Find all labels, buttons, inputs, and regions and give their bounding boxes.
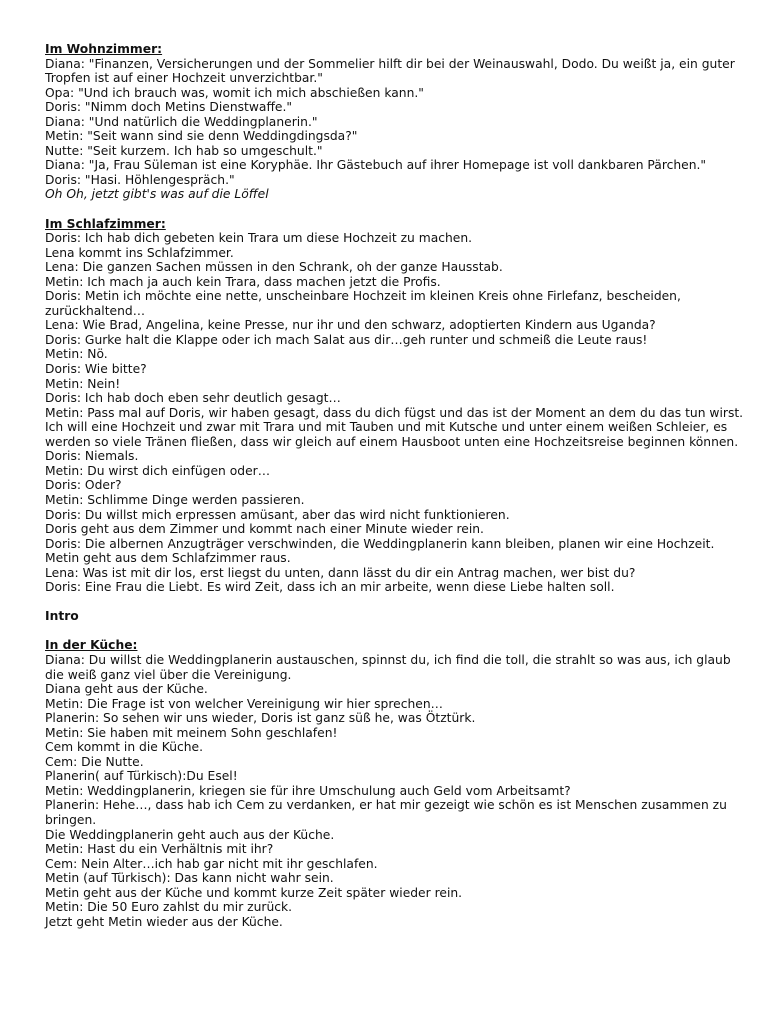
dialogue-line: Diana: "Finanzen, Versicherungen und der Sommelier hilft dir bei der Weinauswahl, Dodo. Du weißt ja, ein guter Tropfen ist auf einer Hochzeit unverzichtbar." xyxy=(45,56,735,86)
dialogue-line: Metin: Weddingplanerin, kriegen sie für ihre Umschulung auch Geld vom Arbeitsamt? xyxy=(45,783,571,798)
dialogue-line: Doris: Gurke halt die Klappe oder ich mach Salat aus dir…geh runter und schmeiß die Leute raus! xyxy=(45,332,648,347)
dialogue-line: Diana: Du willst die Weddingplanerin austauschen, spinnst du, ich find die toll, die strahlt so was aus, ich glaub die weiß ganz viel über die Vereinigung. xyxy=(45,652,731,682)
section-spacer xyxy=(45,624,745,639)
dialogue-line: Metin geht aus der Küche und kommt kurze Zeit später wieder rein. xyxy=(45,885,463,900)
dialogue-line: Lena: Die ganzen Sachen müssen in den Schrank, oh der ganze Hausstab. xyxy=(45,260,503,275)
dialogue-line: Jetzt geht Metin wieder aus der Küche. xyxy=(45,914,283,929)
dialogue-line: Lena: Was ist mit dir los, erst liegst du unten, dann lässt du dir ein Antrag machen, wer bist du? xyxy=(45,565,636,580)
dialogue-line: Metin geht aus dem Schlafzimmer raus. xyxy=(45,551,291,566)
dialogue-line: Lena kommt ins Schlafzimmer. xyxy=(45,245,234,260)
section-spacer xyxy=(45,202,745,217)
dialogue-line: Metin: Nein! xyxy=(45,376,121,391)
dialogue-line: Metin: Nö. xyxy=(45,347,108,362)
dialogue-line: Doris: "Hasi. Höhlengespräch." xyxy=(45,172,235,187)
dialogue-line: Doris geht aus dem Zimmer und kommt nach einer Minute wieder rein. xyxy=(45,522,484,537)
dialogue-line: Metin: Die 50 Euro zahlst du mir zurück. xyxy=(45,900,293,915)
dialogue-line: Die Weddingplanerin geht auch aus der Küche. xyxy=(45,827,335,842)
dialogue-line: Metin: Die Frage ist von welcher Vereinigung wir hier sprechen… xyxy=(45,696,443,711)
scene-heading: Intro xyxy=(45,609,79,624)
dialogue-line: Doris: Ich hab doch eben sehr deutlich gesagt… xyxy=(45,391,341,406)
dialogue-line: Metin: Ich mach ja auch kein Trara, dass machen jetzt die Profis. xyxy=(45,274,441,289)
dialogue-line: Doris: Wie bitte? xyxy=(45,362,147,377)
dialogue-line: Doris: Oder? xyxy=(45,478,122,493)
dialogue-line: Doris: Metin ich möchte eine nette, unscheinbare Hochzeit im kleinen Kreis ohne Firlefanz, bescheiden, zurückhaltend… xyxy=(45,289,681,318)
scene-section xyxy=(45,609,745,624)
document-body xyxy=(45,42,745,929)
dialogue-line: Cem: Die Nutte. xyxy=(45,754,144,769)
dialogue-line: Metin: Du wirst dich einfügen oder… xyxy=(45,463,271,478)
dialogue-line: Doris: Eine Frau die Liebt. Es wird Zeit, dass ich an mir arbeite, wenn diese Liebe halten soll. xyxy=(45,580,615,595)
dialogue-line: Diana: "Und natürlich die Weddingplanerin." xyxy=(45,114,318,129)
dialogue-line: Metin: Sie haben mit meinem Sohn geschlafen! xyxy=(45,725,338,740)
scene-section xyxy=(45,217,745,595)
dialogue-line: Opa: "Und ich brauch was, womit ich mich abschießen kann." xyxy=(45,85,424,100)
dialogue-line: Cem kommt in die Küche. xyxy=(45,740,204,755)
scene-heading: Im Wohnzimmer: xyxy=(45,42,163,56)
dialogue-line: Doris: "Nimm doch Metins Dienstwaffe." xyxy=(45,100,293,115)
dialogue-line: Doris: Die albernen Anzugträger verschwinden, die Weddingplanerin kann bleiben, planen wir eine Hochzeit. xyxy=(45,536,715,551)
scene-heading: Im Schlafzimmer: xyxy=(45,216,166,231)
dialogue-line: Metin: Pass mal auf Doris, wir haben gesagt, dass du dich fügst und das ist der Moment an dem du das tun wirst. Ich will eine Hochzeit und zwar mit Trara und mit Tauben und mit Kutsche und unter einem weißen Schleier, es werden so viele Tränen fließen, dass wir gleich auf einem Hausboot unten eine Hochzeitsreise beginnen können. xyxy=(45,405,744,449)
dialogue-line: Metin (auf Türkisch): Das kann nicht wahr sein. xyxy=(45,871,334,886)
dialogue-line: Planerin: So sehen wir uns wieder, Doris ist ganz süß he, was Ötztürk. xyxy=(45,711,476,726)
dialogue-line: Doris: Ich hab dich gebeten kein Trara um diese Hochzeit zu machen. xyxy=(45,231,473,246)
dialogue-line: Nutte: "Seit kurzem. Ich hab so umgeschult." xyxy=(45,143,323,158)
scene-section xyxy=(45,638,745,929)
section-spacer xyxy=(45,595,745,610)
dialogue-line: Cem: Nein Alter…ich hab gar nicht mit ihr geschlafen. xyxy=(45,856,378,871)
dialogue-line: Doris: Du willst mich erpressen amüsant, aber das wird nicht funktionieren. xyxy=(45,507,510,522)
dialogue-line: Diana geht aus der Küche. xyxy=(45,682,208,697)
scene-section xyxy=(45,42,745,202)
dialogue-line: Metin: Hast du ein Verhältnis mit ihr? xyxy=(45,842,274,857)
dialogue-line: Doris: Niemals. xyxy=(45,449,139,464)
scene-heading: In der Küche: xyxy=(45,638,138,653)
dialogue-line: Diana: "Ja, Frau Süleman ist eine Koryphäe. Ihr Gästebuch auf ihrer Homepage ist voll dankbaren Pärchen." xyxy=(45,158,707,173)
dialogue-line: Planerin: Hehe…, dass hab ich Cem zu verdanken, er hat mir gezeigt wie schön es ist Menschen zusammen zu bringen. xyxy=(45,798,727,827)
dialogue-line: Metin: Schlimme Dinge werden passieren. xyxy=(45,492,305,507)
dialogue-line: Metin: "Seit wann sind sie denn Weddingdingsda?" xyxy=(45,129,358,144)
dialogue-line: Planerin( auf Türkisch):Du Esel! xyxy=(45,769,238,784)
dialogue-line: Lena: Wie Brad, Angelina, keine Presse, nur ihr und den schwarz, adoptierten Kindern aus Uganda? xyxy=(45,318,656,333)
stage-note: Oh Oh, jetzt gibt's was auf die Löffel xyxy=(45,187,269,202)
